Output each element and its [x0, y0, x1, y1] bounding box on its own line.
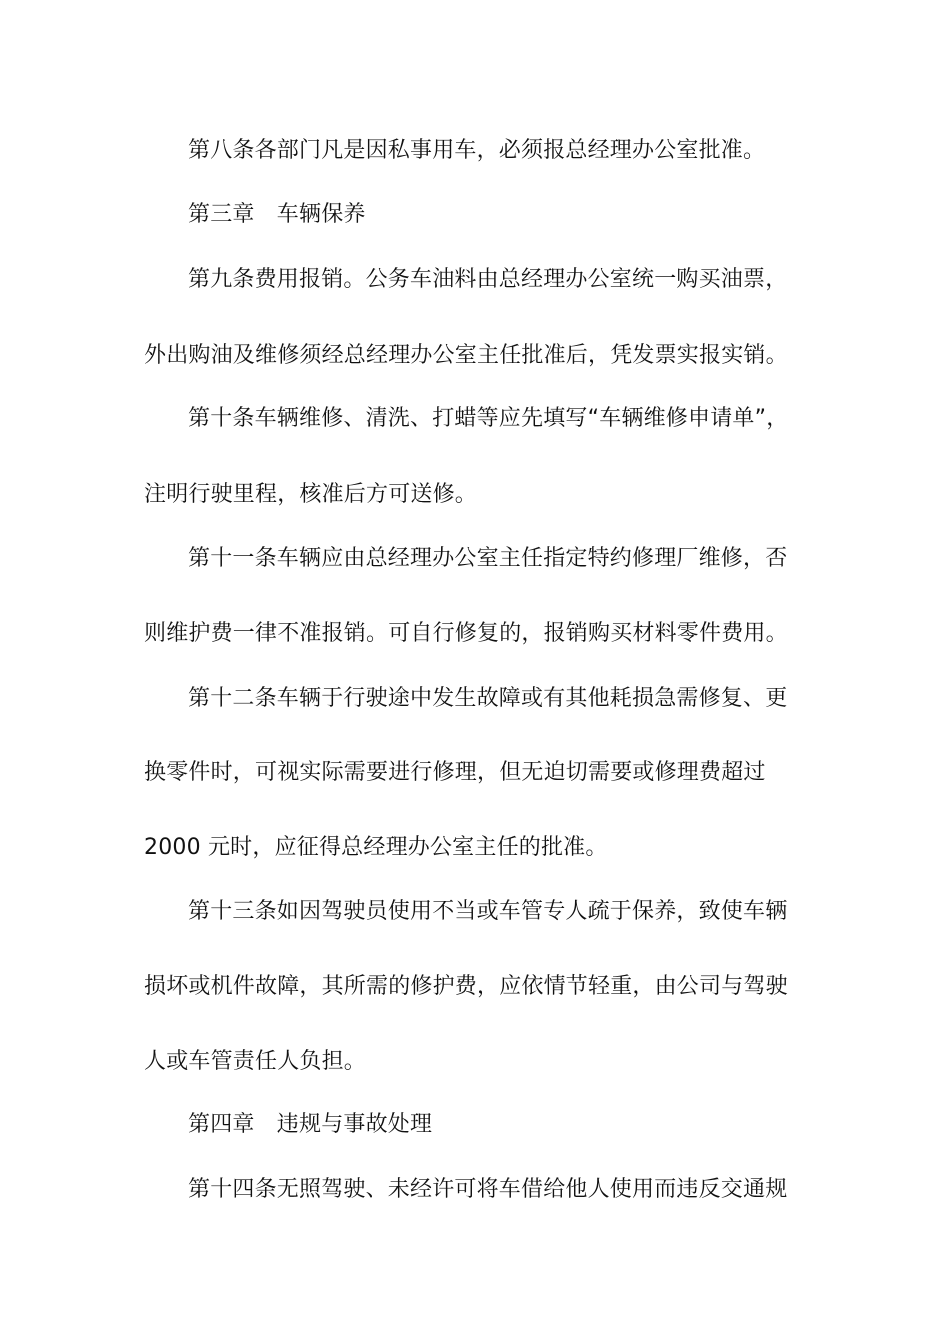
chapter-heading: 第四章 违规与事故处理 — [188, 1112, 433, 1137]
paragraph-line: 第十二条车辆于行驶途中发生故障或有其他耗损急需修复、更 — [188, 686, 788, 711]
paragraph-line: 第十三条如因驾驶员使用不当或车管专人疏于保养，致使车辆 — [188, 899, 788, 924]
paragraph-line: 换零件时，可视实际需要进行修理，但无迫切需要或修理费超过 — [144, 760, 766, 785]
paragraph-line: 则维护费一律不准报销。可自行修复的，报销购买材料零件费用。 — [144, 621, 788, 646]
paragraph-line: 第十一条车辆应由总经理办公室主任指定特约修理厂维修，否 — [188, 546, 788, 571]
paragraph-line: 第十条车辆维修、清洗、打蜡等应先填写“车辆维修申请单”， — [188, 406, 789, 431]
paragraph-line: 2000 元时，应征得总经理办公室主任的批准。 — [144, 835, 608, 860]
paragraph-line: 第八条各部门凡是因私事用车，必须报总经理办公室批准。 — [188, 138, 766, 163]
paragraph-line: 第十四条无照驾驶、未经许可将车借给他人使用而违反交通规 — [188, 1177, 788, 1202]
paragraph-line: 注明行驶里程，核准后方可送修。 — [144, 482, 478, 507]
paragraph-line: 人或车管责任人负担。 — [144, 1049, 367, 1074]
chapter-heading: 第三章 车辆保养 — [188, 202, 366, 227]
paragraph-line: 损坏或机件故障，其所需的修护费，应依情节轻重，由公司与驾驶 — [144, 974, 788, 999]
paragraph-line: 第九条费用报销。公务车油料由总经理办公室统一购买油票， — [188, 267, 788, 292]
paragraph-line: 外出购油及维修须经总经理办公室主任批准后，凭发票实报实销。 — [144, 343, 788, 368]
